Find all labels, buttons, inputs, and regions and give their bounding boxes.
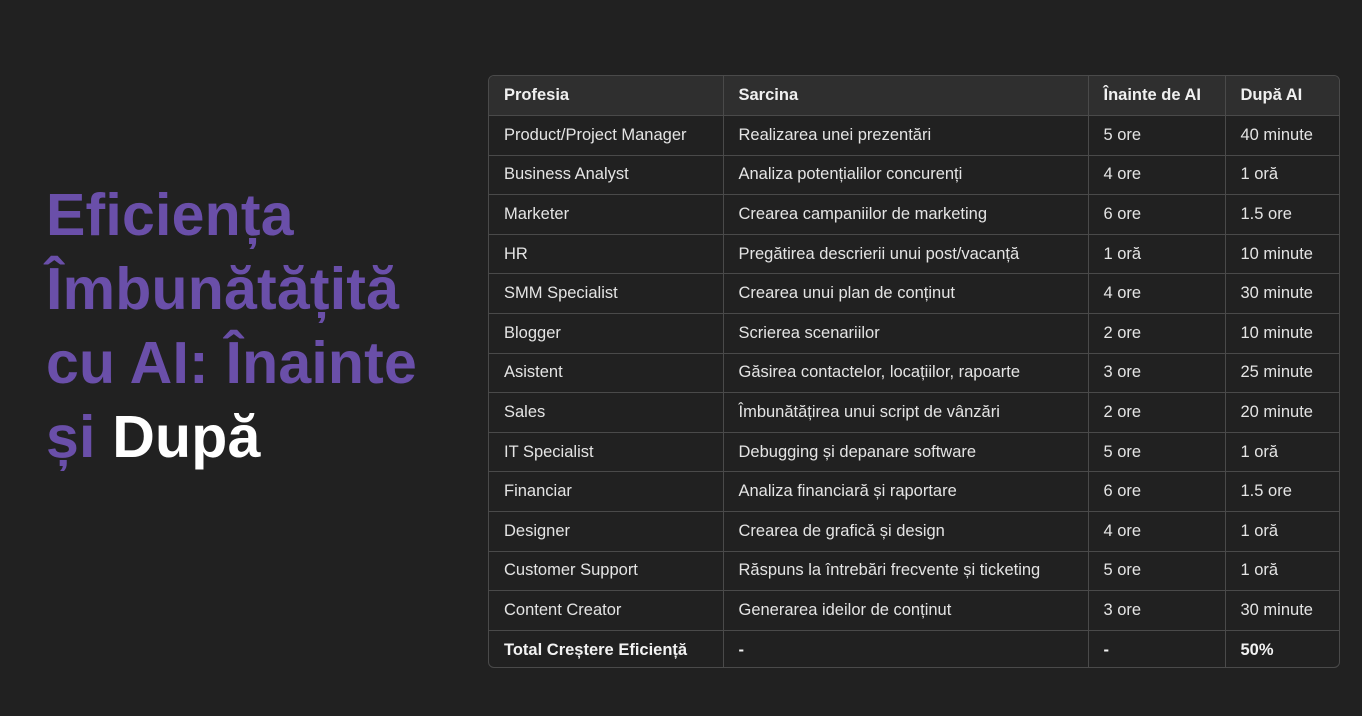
- title-line-4-part-1: și: [46, 404, 96, 470]
- table-row: [489, 511, 1339, 551]
- cell-inainte: 3 ore: [1088, 591, 1225, 631]
- total-dupa: 50%: [1240, 640, 1274, 659]
- cell-dupa: 40 minute: [1225, 116, 1339, 156]
- table-row: [489, 472, 1339, 512]
- table-row: [489, 393, 1339, 433]
- cell-sarcina: Crearea unui plan de conținut: [723, 274, 1088, 314]
- title-line-4-accent: După: [112, 404, 261, 470]
- cell-sarcina: Răspuns la întrebări frecvente și ticketing: [723, 551, 1088, 591]
- cell-profesia: Sales: [489, 393, 723, 433]
- cell-dupa: 1 oră: [1225, 511, 1339, 551]
- cell-inainte: 2 ore: [1088, 393, 1225, 433]
- cell-sarcina: Analiza financiară și raportare: [723, 472, 1088, 512]
- cell-inainte: 4 ore: [1088, 155, 1225, 195]
- cell-dupa: 25 minute: [1225, 353, 1339, 393]
- cell-sarcina: Analiza potențialilor concurenți: [723, 155, 1088, 195]
- cell-dupa: 1.5 ore: [1225, 472, 1339, 512]
- total-inainte: -: [1088, 630, 1225, 668]
- title-line-4: [46, 400, 466, 474]
- cell-profesia: SMM Specialist: [489, 274, 723, 314]
- table-row: [489, 116, 1339, 156]
- table-row: [489, 432, 1339, 472]
- cell-sarcina: Debugging și depanare software: [723, 432, 1088, 472]
- cell-inainte: 5 ore: [1088, 551, 1225, 591]
- table-row: [489, 195, 1339, 235]
- comparison-table: [489, 76, 1339, 668]
- cell-sarcina: Pregătirea descrierii unui post/vacanță: [723, 234, 1088, 274]
- total-sarcina: -: [723, 630, 1088, 668]
- cell-inainte: 6 ore: [1088, 195, 1225, 235]
- cell-sarcina: Găsirea contactelor, locațiilor, rapoarte: [723, 353, 1088, 393]
- table-row: [489, 155, 1339, 195]
- cell-dupa: 30 minute: [1225, 274, 1339, 314]
- table-row: [489, 313, 1339, 353]
- table-row: [489, 353, 1339, 393]
- cell-inainte: 2 ore: [1088, 313, 1225, 353]
- table-row: [489, 551, 1339, 591]
- total-label: Total Creștere Eficiență: [489, 630, 723, 668]
- cell-dupa: 1 oră: [1225, 551, 1339, 591]
- header-sarcina: Sarcina: [723, 76, 1088, 116]
- cell-dupa: 1 oră: [1225, 155, 1339, 195]
- cell-profesia: Asistent: [489, 353, 723, 393]
- cell-dupa: 20 minute: [1225, 393, 1339, 433]
- cell-inainte: 5 ore: [1088, 116, 1225, 156]
- cell-profesia: Financiar: [489, 472, 723, 512]
- cell-dupa: 10 minute: [1225, 234, 1339, 274]
- table-row: [489, 591, 1339, 631]
- cell-profesia: HR: [489, 234, 723, 274]
- cell-inainte: 5 ore: [1088, 432, 1225, 472]
- cell-dupa: 10 minute: [1225, 313, 1339, 353]
- cell-profesia: Customer Support: [489, 551, 723, 591]
- comparison-table-container: [488, 75, 1340, 668]
- title-line-3: cu AI: Înainte: [46, 330, 418, 396]
- table-row: [489, 274, 1339, 314]
- cell-dupa: 1 oră: [1225, 432, 1339, 472]
- cell-profesia: Product/Project Manager: [489, 116, 723, 156]
- cell-inainte: 6 ore: [1088, 472, 1225, 512]
- cell-sarcina: Crearea de grafică și design: [723, 511, 1088, 551]
- cell-sarcina: Scrierea scenariilor: [723, 313, 1088, 353]
- cell-sarcina: Crearea campaniilor de marketing: [723, 195, 1088, 235]
- cell-profesia: IT Specialist: [489, 432, 723, 472]
- cell-sarcina: Îmbunătățirea unui script de vânzări: [723, 393, 1088, 433]
- table-total-row: [489, 630, 1339, 668]
- cell-inainte: 4 ore: [1088, 274, 1225, 314]
- cell-dupa: 1.5 ore: [1225, 195, 1339, 235]
- cell-profesia: Business Analyst: [489, 155, 723, 195]
- cell-dupa: 30 minute: [1225, 591, 1339, 631]
- cell-sarcina: Realizarea unei prezentări: [723, 116, 1088, 156]
- header-dupa-ai: După AI: [1225, 76, 1339, 116]
- table-header-row: [489, 76, 1339, 116]
- slide-title: [46, 178, 466, 474]
- cell-profesia: Blogger: [489, 313, 723, 353]
- cell-profesia: Content Creator: [489, 591, 723, 631]
- title-line-2: Îmbunătățită: [46, 256, 400, 322]
- table-row: [489, 234, 1339, 274]
- cell-profesia: Designer: [489, 511, 723, 551]
- cell-sarcina: Generarea ideilor de conținut: [723, 591, 1088, 631]
- header-inainte-de-ai: Înainte de AI: [1088, 76, 1225, 116]
- header-profesia: Profesia: [489, 76, 723, 116]
- cell-profesia: Marketer: [489, 195, 723, 235]
- cell-inainte: 4 ore: [1088, 511, 1225, 551]
- cell-inainte: 1 oră: [1088, 234, 1225, 274]
- title-line-1: Eficiența: [46, 182, 294, 248]
- cell-inainte: 3 ore: [1088, 353, 1225, 393]
